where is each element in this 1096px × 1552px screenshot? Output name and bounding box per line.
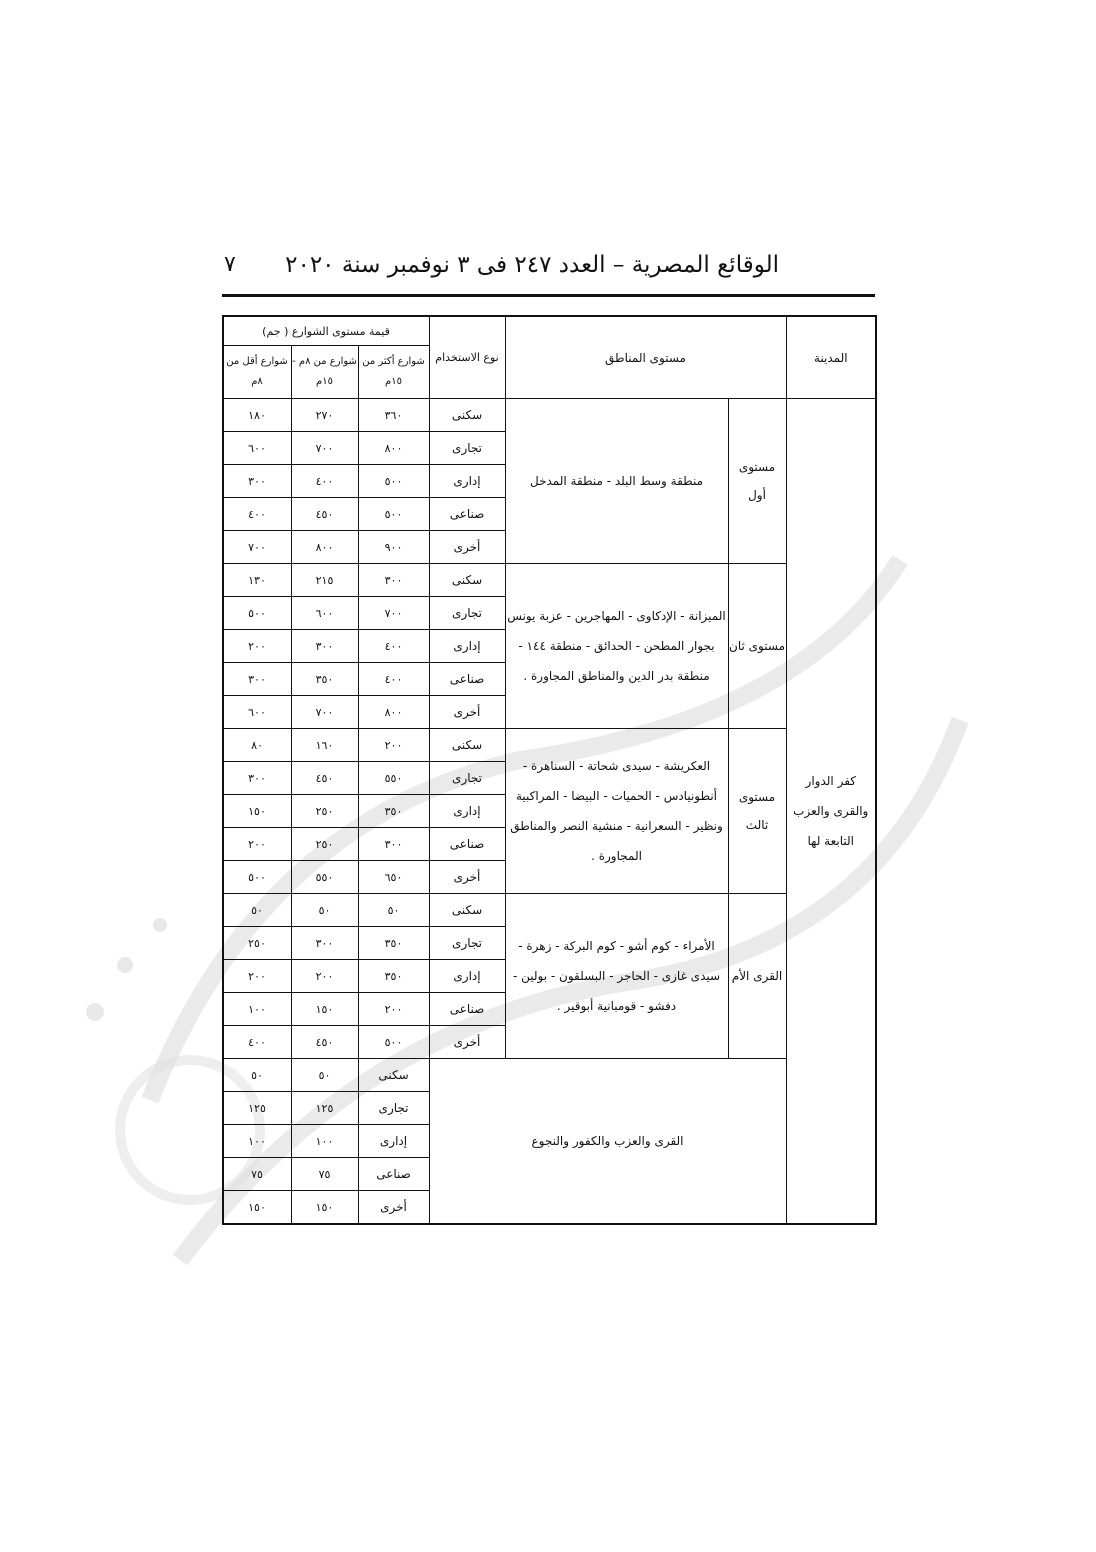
value-wide-cell: ١٢٥ bbox=[291, 1092, 358, 1125]
street-value-table bbox=[222, 315, 877, 1225]
usage-cell: صناعى bbox=[429, 498, 505, 531]
areas-cell: القرى والعزب والكفور والنجوع bbox=[429, 1059, 786, 1225]
value-medium-cell: ١٢٥ bbox=[223, 1092, 291, 1125]
value-narrow-cell: ١٨٠ bbox=[223, 399, 291, 432]
header-medium-streets: شوارع من ٨م - ١٥م bbox=[291, 346, 358, 399]
usage-cell: تجارى bbox=[429, 762, 505, 795]
value-medium-cell: ٢١٥ bbox=[291, 564, 358, 597]
value-medium-cell: ٧٠٠ bbox=[291, 696, 358, 729]
value-narrow-cell: ١٠٠ bbox=[223, 993, 291, 1026]
value-medium-cell: ١٦٠ bbox=[291, 729, 358, 762]
usage-cell: أخرى bbox=[429, 696, 505, 729]
value-wide-cell: ٥٠٠ bbox=[358, 465, 429, 498]
areas-cell: الميزانة - الإدكاوى - المهاجرين - عزبة يونس بجوار المطحن - الحدائق - منطقة ١٤٤ - منطقة بدر الدين والمناطق المجاورة . bbox=[505, 564, 728, 729]
usage-cell: إدارى bbox=[429, 465, 505, 498]
value-narrow-cell: ٦٠٠ bbox=[223, 696, 291, 729]
value-wide-cell: ٥٠ bbox=[358, 894, 429, 927]
value-wide-cell: ٧٠٠ bbox=[358, 597, 429, 630]
value-wide-cell: ٤٠٠ bbox=[358, 630, 429, 663]
value-wide-cell: ٥٥٠ bbox=[358, 762, 429, 795]
value-wide-cell: ٣٦٠ bbox=[358, 399, 429, 432]
table-row bbox=[223, 729, 876, 762]
value-wide-cell: ٢٠٠ bbox=[358, 729, 429, 762]
table-row bbox=[223, 1059, 876, 1092]
usage-cell: إدارى bbox=[358, 1125, 429, 1158]
value-wide-cell: ١٠٠ bbox=[291, 1125, 358, 1158]
usage-cell: أخرى bbox=[429, 531, 505, 564]
value-narrow-cell: ٨٠ bbox=[223, 729, 291, 762]
usage-cell: تجارى bbox=[429, 597, 505, 630]
level-cell: مستوى ثالث bbox=[728, 729, 786, 894]
areas-cell: العكريشة - سيدى شحاتة - السناهرة - أنطونيادس - الحميات - البيضا - المراكبية ونظير - السعرانية - منشية النصر والمناطق المجاورة . bbox=[505, 729, 728, 894]
city-cell: كفر الدوار والقرى والعزب التابعة لها bbox=[786, 399, 876, 1225]
usage-cell: سكنى bbox=[429, 564, 505, 597]
usage-cell: إدارى bbox=[429, 630, 505, 663]
value-medium-cell: ٧٠٠ bbox=[291, 432, 358, 465]
header-usage-type: نوع الاستخدام bbox=[429, 316, 505, 399]
level-cell: مستوى ثان bbox=[728, 564, 786, 729]
publication-title: الوقائع المصرية – العدد ٢٤٧ فى ٣ نوفمبر سنة ٢٠٢٠ bbox=[285, 252, 779, 278]
value-narrow-cell: ٣٠٠ bbox=[223, 762, 291, 795]
value-narrow-cell: ٣٠٠ bbox=[223, 663, 291, 696]
value-medium-cell: ١٠٠ bbox=[223, 1125, 291, 1158]
usage-cell: أخرى bbox=[358, 1191, 429, 1225]
usage-cell: صناعى bbox=[429, 993, 505, 1026]
value-medium-cell: ١٥٠ bbox=[223, 1191, 291, 1225]
usage-cell: تجارى bbox=[358, 1092, 429, 1125]
header-rule bbox=[222, 294, 875, 297]
value-narrow-cell: ٥٠ bbox=[223, 894, 291, 927]
value-wide-cell: ٥٠٠ bbox=[358, 1026, 429, 1059]
header-street-value: قيمة مستوى الشوارع ( جم) bbox=[223, 316, 429, 346]
value-wide-cell: ٣٠٠ bbox=[358, 564, 429, 597]
value-narrow-cell: ٣٠٠ bbox=[223, 465, 291, 498]
header-zones-level: مستوى المناطق bbox=[505, 316, 786, 399]
value-wide-cell: ٥٠٠ bbox=[358, 498, 429, 531]
level-cell: القرى الأم bbox=[728, 894, 786, 1059]
usage-cell: سكنى bbox=[358, 1059, 429, 1092]
value-medium-cell: ٤٥٠ bbox=[291, 1026, 358, 1059]
value-medium-cell: ٤٠٠ bbox=[291, 465, 358, 498]
usage-cell: سكنى bbox=[429, 729, 505, 762]
value-narrow-cell: ٢٠٠ bbox=[223, 960, 291, 993]
value-wide-cell: ١٥٠ bbox=[291, 1191, 358, 1225]
usage-cell: سكنى bbox=[429, 399, 505, 432]
value-medium-cell: ٧٥ bbox=[223, 1158, 291, 1191]
value-narrow-cell: ١٣٠ bbox=[223, 564, 291, 597]
usage-cell: تجارى bbox=[429, 927, 505, 960]
usage-cell: أخرى bbox=[429, 861, 505, 894]
value-wide-cell: ٤٠٠ bbox=[358, 663, 429, 696]
usage-cell: سكنى bbox=[429, 894, 505, 927]
value-wide-cell: ٨٠٠ bbox=[358, 432, 429, 465]
value-narrow-cell: ٦٠٠ bbox=[223, 432, 291, 465]
value-medium-cell: ٢٧٠ bbox=[291, 399, 358, 432]
table-row bbox=[223, 399, 876, 432]
value-wide-cell: ٩٠٠ bbox=[358, 531, 429, 564]
value-medium-cell: ٣٥٠ bbox=[291, 663, 358, 696]
value-narrow-cell: ٧٠٠ bbox=[223, 531, 291, 564]
usage-cell: صناعى bbox=[429, 663, 505, 696]
usage-cell: إدارى bbox=[429, 795, 505, 828]
value-wide-cell: ٣٠٠ bbox=[358, 828, 429, 861]
header-narrow-streets: شوارع أقل من ٨م bbox=[223, 346, 291, 399]
header-city: المدينة bbox=[786, 316, 876, 399]
value-wide-cell: ٣٥٠ bbox=[358, 927, 429, 960]
value-narrow-cell: ٤٠٠ bbox=[223, 1026, 291, 1059]
value-narrow-cell: ٥٠٠ bbox=[223, 597, 291, 630]
page-header bbox=[222, 250, 874, 284]
usage-cell: أخرى bbox=[429, 1026, 505, 1059]
value-medium-cell: ١٥٠ bbox=[291, 993, 358, 1026]
table-body bbox=[223, 399, 876, 1225]
value-medium-cell: ٢٠٠ bbox=[291, 960, 358, 993]
value-medium-cell: ٥٠ bbox=[291, 894, 358, 927]
value-medium-cell: ٨٠٠ bbox=[291, 531, 358, 564]
value-wide-cell: ٣٥٠ bbox=[358, 795, 429, 828]
areas-cell: منطقة وسط البلد - منطقة المدخل bbox=[505, 399, 728, 564]
value-narrow-cell: ٢٠٠ bbox=[223, 630, 291, 663]
value-medium-cell: ٤٥٠ bbox=[291, 498, 358, 531]
value-medium-cell: ٣٠٠ bbox=[291, 630, 358, 663]
usage-cell: صناعى bbox=[429, 828, 505, 861]
value-medium-cell: ٦٠٠ bbox=[291, 597, 358, 630]
table-header bbox=[223, 316, 876, 399]
value-medium-cell: ٥٠ bbox=[223, 1059, 291, 1092]
usage-cell: إدارى bbox=[429, 960, 505, 993]
value-medium-cell: ٢٥٠ bbox=[291, 828, 358, 861]
value-narrow-cell: ١٥٠ bbox=[223, 795, 291, 828]
value-wide-cell: ٥٠ bbox=[291, 1059, 358, 1092]
usage-cell: صناعى bbox=[358, 1158, 429, 1191]
value-medium-cell: ٤٥٠ bbox=[291, 762, 358, 795]
value-wide-cell: ٢٠٠ bbox=[358, 993, 429, 1026]
value-narrow-cell: ٢٠٠ bbox=[223, 828, 291, 861]
value-narrow-cell: ٤٠٠ bbox=[223, 498, 291, 531]
value-narrow-cell: ٥٠٠ bbox=[223, 861, 291, 894]
value-wide-cell: ٣٥٠ bbox=[358, 960, 429, 993]
areas-cell: الأمراء - كوم أشو - كوم البركة - زهرة - سيدى غازى - الحاجر - البسلقون - بولين - دفشو - قومبانية أبوقير . bbox=[505, 894, 728, 1059]
level-cell: مستوى أول bbox=[728, 399, 786, 564]
value-medium-cell: ٢٥٠ bbox=[291, 795, 358, 828]
value-narrow-cell: ٢٥٠ bbox=[223, 927, 291, 960]
table-row bbox=[223, 894, 876, 927]
usage-cell: تجارى bbox=[429, 432, 505, 465]
value-wide-cell: ٦٥٠ bbox=[358, 861, 429, 894]
value-medium-cell: ٥٥٠ bbox=[291, 861, 358, 894]
value-medium-cell: ٣٠٠ bbox=[291, 927, 358, 960]
page-number: ٧ bbox=[224, 252, 236, 277]
value-wide-cell: ٨٠٠ bbox=[358, 696, 429, 729]
header-wide-streets: شوارع أكثر من ١٥م bbox=[358, 346, 429, 399]
table-row bbox=[223, 564, 876, 597]
value-wide-cell: ٧٥ bbox=[291, 1158, 358, 1191]
